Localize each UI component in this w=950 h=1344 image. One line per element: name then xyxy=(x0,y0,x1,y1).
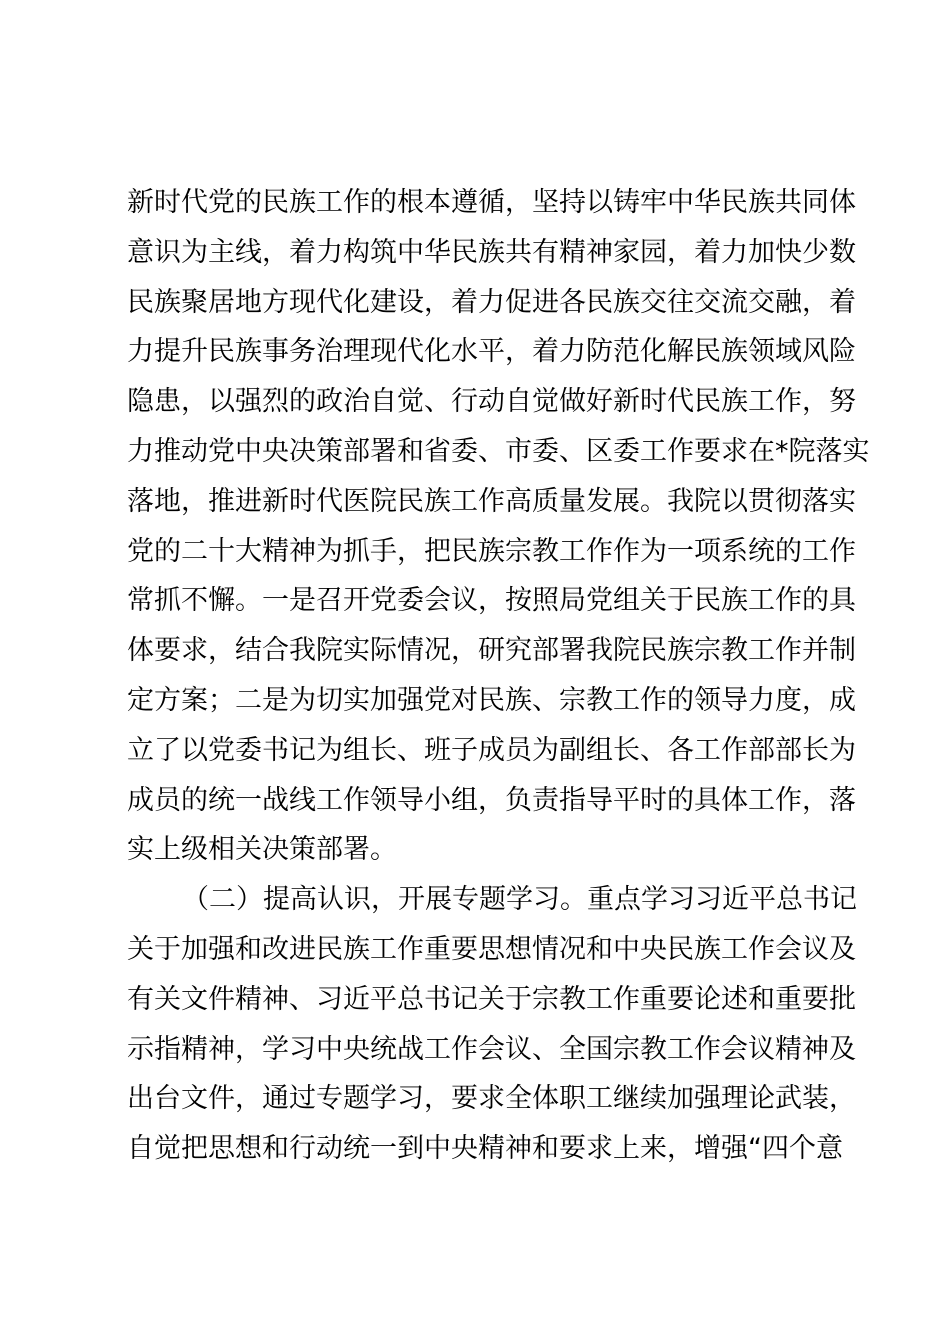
text-line: 新时代党的民族工作的根本遵循，坚持以铸牢中华民族共同体 xyxy=(127,187,856,218)
text-line: 关于加强和改进民族工作重要思想情况和中央民族工作会议及 xyxy=(127,933,856,965)
text-line: 自觉把思想和行动统一到中央精神和要求上来，增强“四个意 xyxy=(127,1133,843,1165)
text-line: 意识为主线，着力构筑中华民族共有精神家园，着力加快少数 xyxy=(127,236,856,268)
text-line: 成员的统一战线工作领导小组，负责指导平时的具体工作，落 xyxy=(127,784,856,816)
text-line: 常抓不懈。一是召开党委会议，按照局党组关于民族工作的具 xyxy=(127,585,856,617)
text-line: 出台文件，通过专题学习，要求全体职工继续加强理论武装， xyxy=(127,1083,856,1115)
text-line: 示指精神，学习中央统战工作会议、全国宗教工作会议精神及 xyxy=(127,1033,856,1065)
section-heading-line: （二）提高认识，开展专题学习。重点学习习近平总书记 xyxy=(182,884,857,916)
text-line: 立了以党委书记为组长、班子成员为副组长、各工作部部长为 xyxy=(127,734,856,766)
text-line: 实上级相关决策部署。 xyxy=(127,834,397,866)
text-line: 落地，推进新时代医院民族工作高质量发展。我院以贯彻落实 xyxy=(127,485,856,517)
text-line: 力提升民族事务治理现代化水平，着力防范化解民族领域风险 xyxy=(127,336,856,368)
text-line: 定方案；二是为切实加强党对民族、宗教工作的领导力度，成 xyxy=(127,684,856,716)
body-text xyxy=(127,178,870,1174)
text-line: 隐患，以强烈的政治自觉、行动自觉做好新时代民族工作，努 xyxy=(127,386,856,418)
text-line: 有关文件精神、习近平总书记关于宗教工作重要论述和重要批 xyxy=(127,983,856,1015)
text-line: 体要求，结合我院实际情况，研究部署我院民族宗教工作并制 xyxy=(127,635,856,667)
text-line: 民族聚居地方现代化建设，着力促进各民族交往交流交融，着 xyxy=(127,286,856,318)
text-line: 力推动党中央决策部署和省委、市委、区委工作要求在*院落实 xyxy=(127,435,870,467)
text-line: 党的二十大精神为抓手，把民族宗教工作作为一项系统的工作 xyxy=(127,535,856,567)
